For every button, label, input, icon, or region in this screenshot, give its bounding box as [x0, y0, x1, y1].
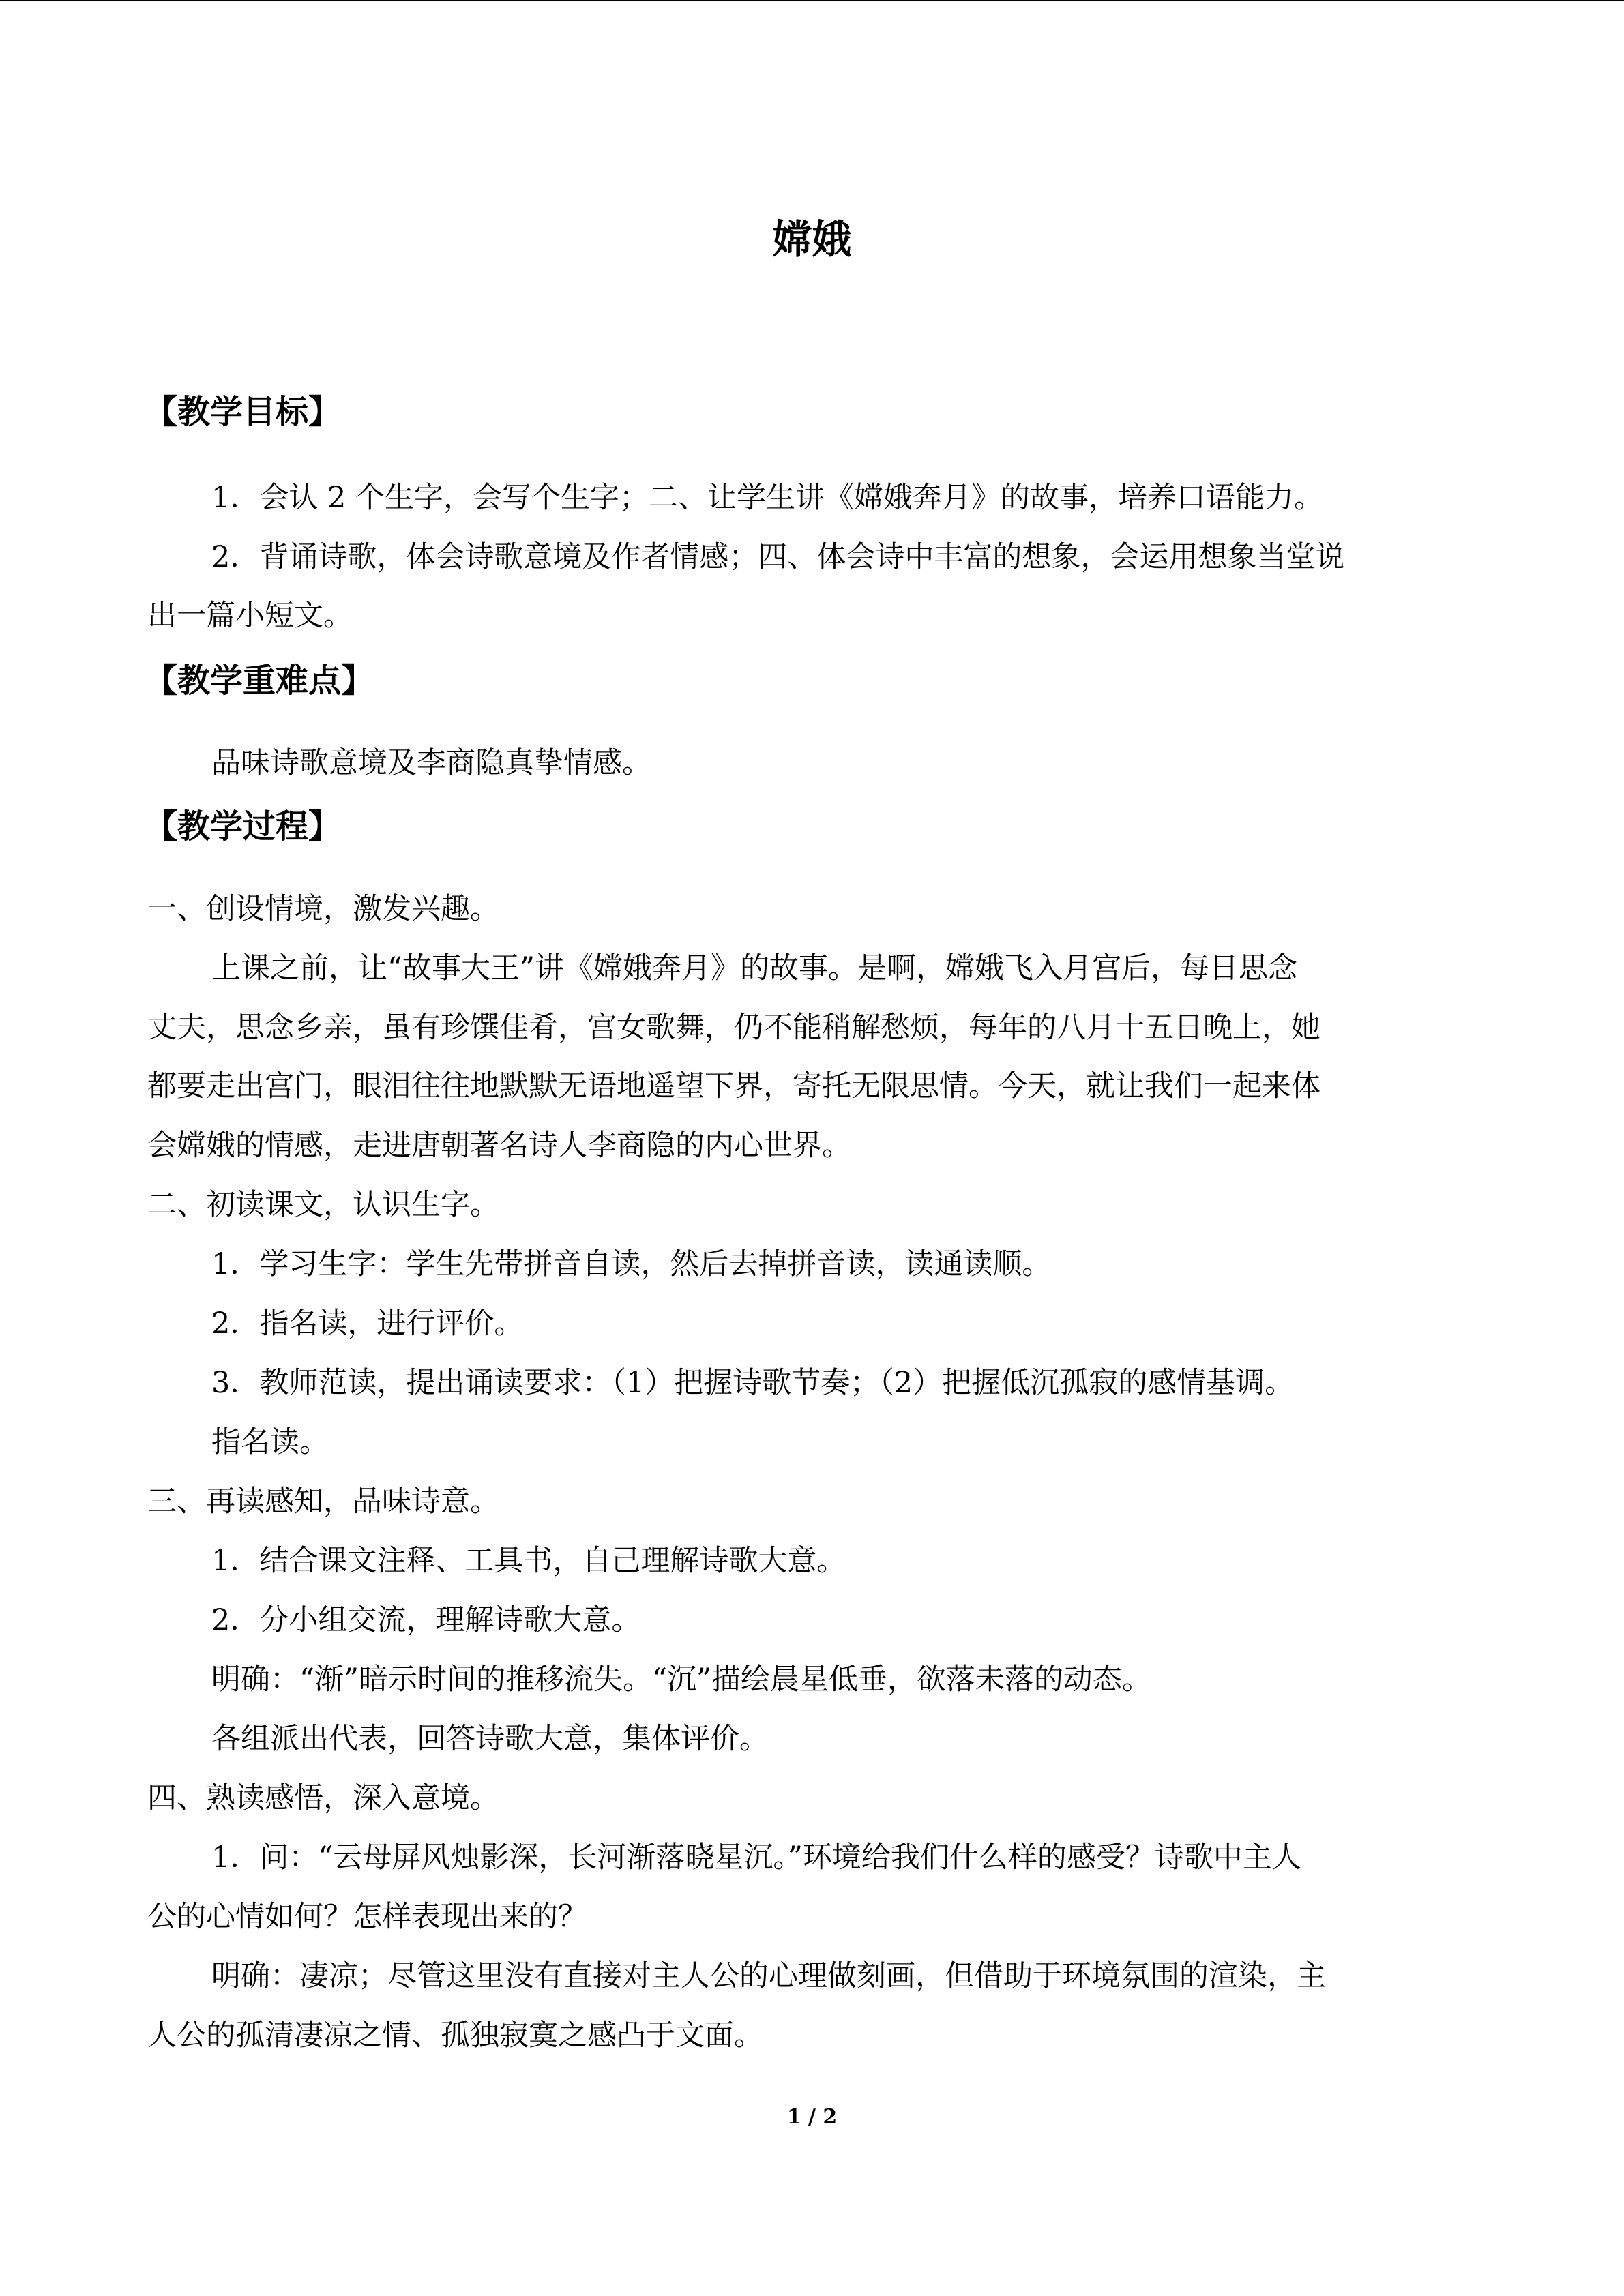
paragraph-line: 2．背诵诗歌，体会诗歌意境及作者情感；四、体会诗中丰富的想象，会运用想象当堂说 — [211, 540, 1345, 574]
paragraph-line: 1．会认 2 个生字，会写个生字；二、让学生讲《嫦娥奔月》的故事，培养口语能力。 — [211, 481, 1324, 515]
paragraph-line: 上课之前，让“故事大王”讲《嫦娥奔月》的故事。是啊，嫦娥飞入月宫后，每日思念 — [211, 951, 1297, 985]
paragraph-line: 明确：凄凉；尽管这里没有直接对主人公的心理做刻画，但借助于环境氛围的渲染，主 — [211, 1959, 1326, 1993]
step-heading: 四、熟读感悟，深入意境。 — [147, 1781, 499, 1815]
section-heading-key-points: 【教学重难点】 — [145, 661, 374, 700]
section-heading-goals: 【教学目标】 — [145, 393, 342, 431]
paragraph-line: 3．教师范读，提出诵读要求：（1）把握诗歌节奏；（2）把握低沉孤寂的感情基调。 — [211, 1366, 1295, 1400]
paragraph-line: 各组派出代表，回答诗歌大意，集体评价。 — [211, 1722, 769, 1756]
page-number: 1 / 2 — [786, 2105, 838, 2129]
paragraph-line: 明确：“渐”暗示时间的推移流失。“沉”描绘晨星低垂，欲落未落的动态。 — [211, 1663, 1151, 1697]
paragraph-line: 出一篇小短文。 — [147, 599, 353, 633]
section-heading-process: 【教学过程】 — [145, 807, 342, 846]
paragraph-line: 都要走出宫门，眼泪往往地默默无语地遥望下界，寄托无限思情。今天，就让我们一起来体 — [147, 1069, 1320, 1103]
paragraph-line: 品味诗歌意境及李商隐真挚情感。 — [211, 746, 651, 780]
paragraph-line: 指名读。 — [211, 1425, 329, 1459]
paragraph-line: 1．结合课文注释、工具书，自己理解诗歌大意。 — [211, 1544, 846, 1578]
paragraph-line: 人公的孤清凄凉之情、孤独寂寞之感凸于文面。 — [147, 2018, 763, 2053]
paragraph-line: 会嫦娥的情感，走进唐朝著名诗人李商隐的内心世界。 — [147, 1129, 851, 1163]
paragraph-line: 1．问：“云母屏风烛影深，长河渐落晓星沉。”环境给我们什么样的感受？诗歌中主人 — [211, 1840, 1301, 1875]
paragraph-line: 丈夫，思念乡亲，虽有珍馔佳肴，宫女歌舞，仍不能稍解愁烦，每年的八月十五日晚上，她 — [147, 1011, 1320, 1045]
paragraph-line: 1．学习生字：学生先带拼音自读，然后去掉拼音读，读通读顺。 — [211, 1247, 1052, 1281]
step-heading: 二、初读课文，认识生字。 — [147, 1188, 499, 1222]
document-title: 嫦娥 — [772, 216, 852, 263]
paragraph-line: 2．指名读，进行评价。 — [211, 1307, 524, 1341]
paragraph-line: 公的心情如何？怎样表现出来的？ — [147, 1900, 587, 1934]
paragraph-line: 2．分小组交流，理解诗歌大意。 — [211, 1603, 641, 1637]
step-heading: 三、再读感知，品味诗意。 — [147, 1485, 499, 1519]
step-heading: 一、创设情境，激发兴趣。 — [147, 892, 499, 926]
